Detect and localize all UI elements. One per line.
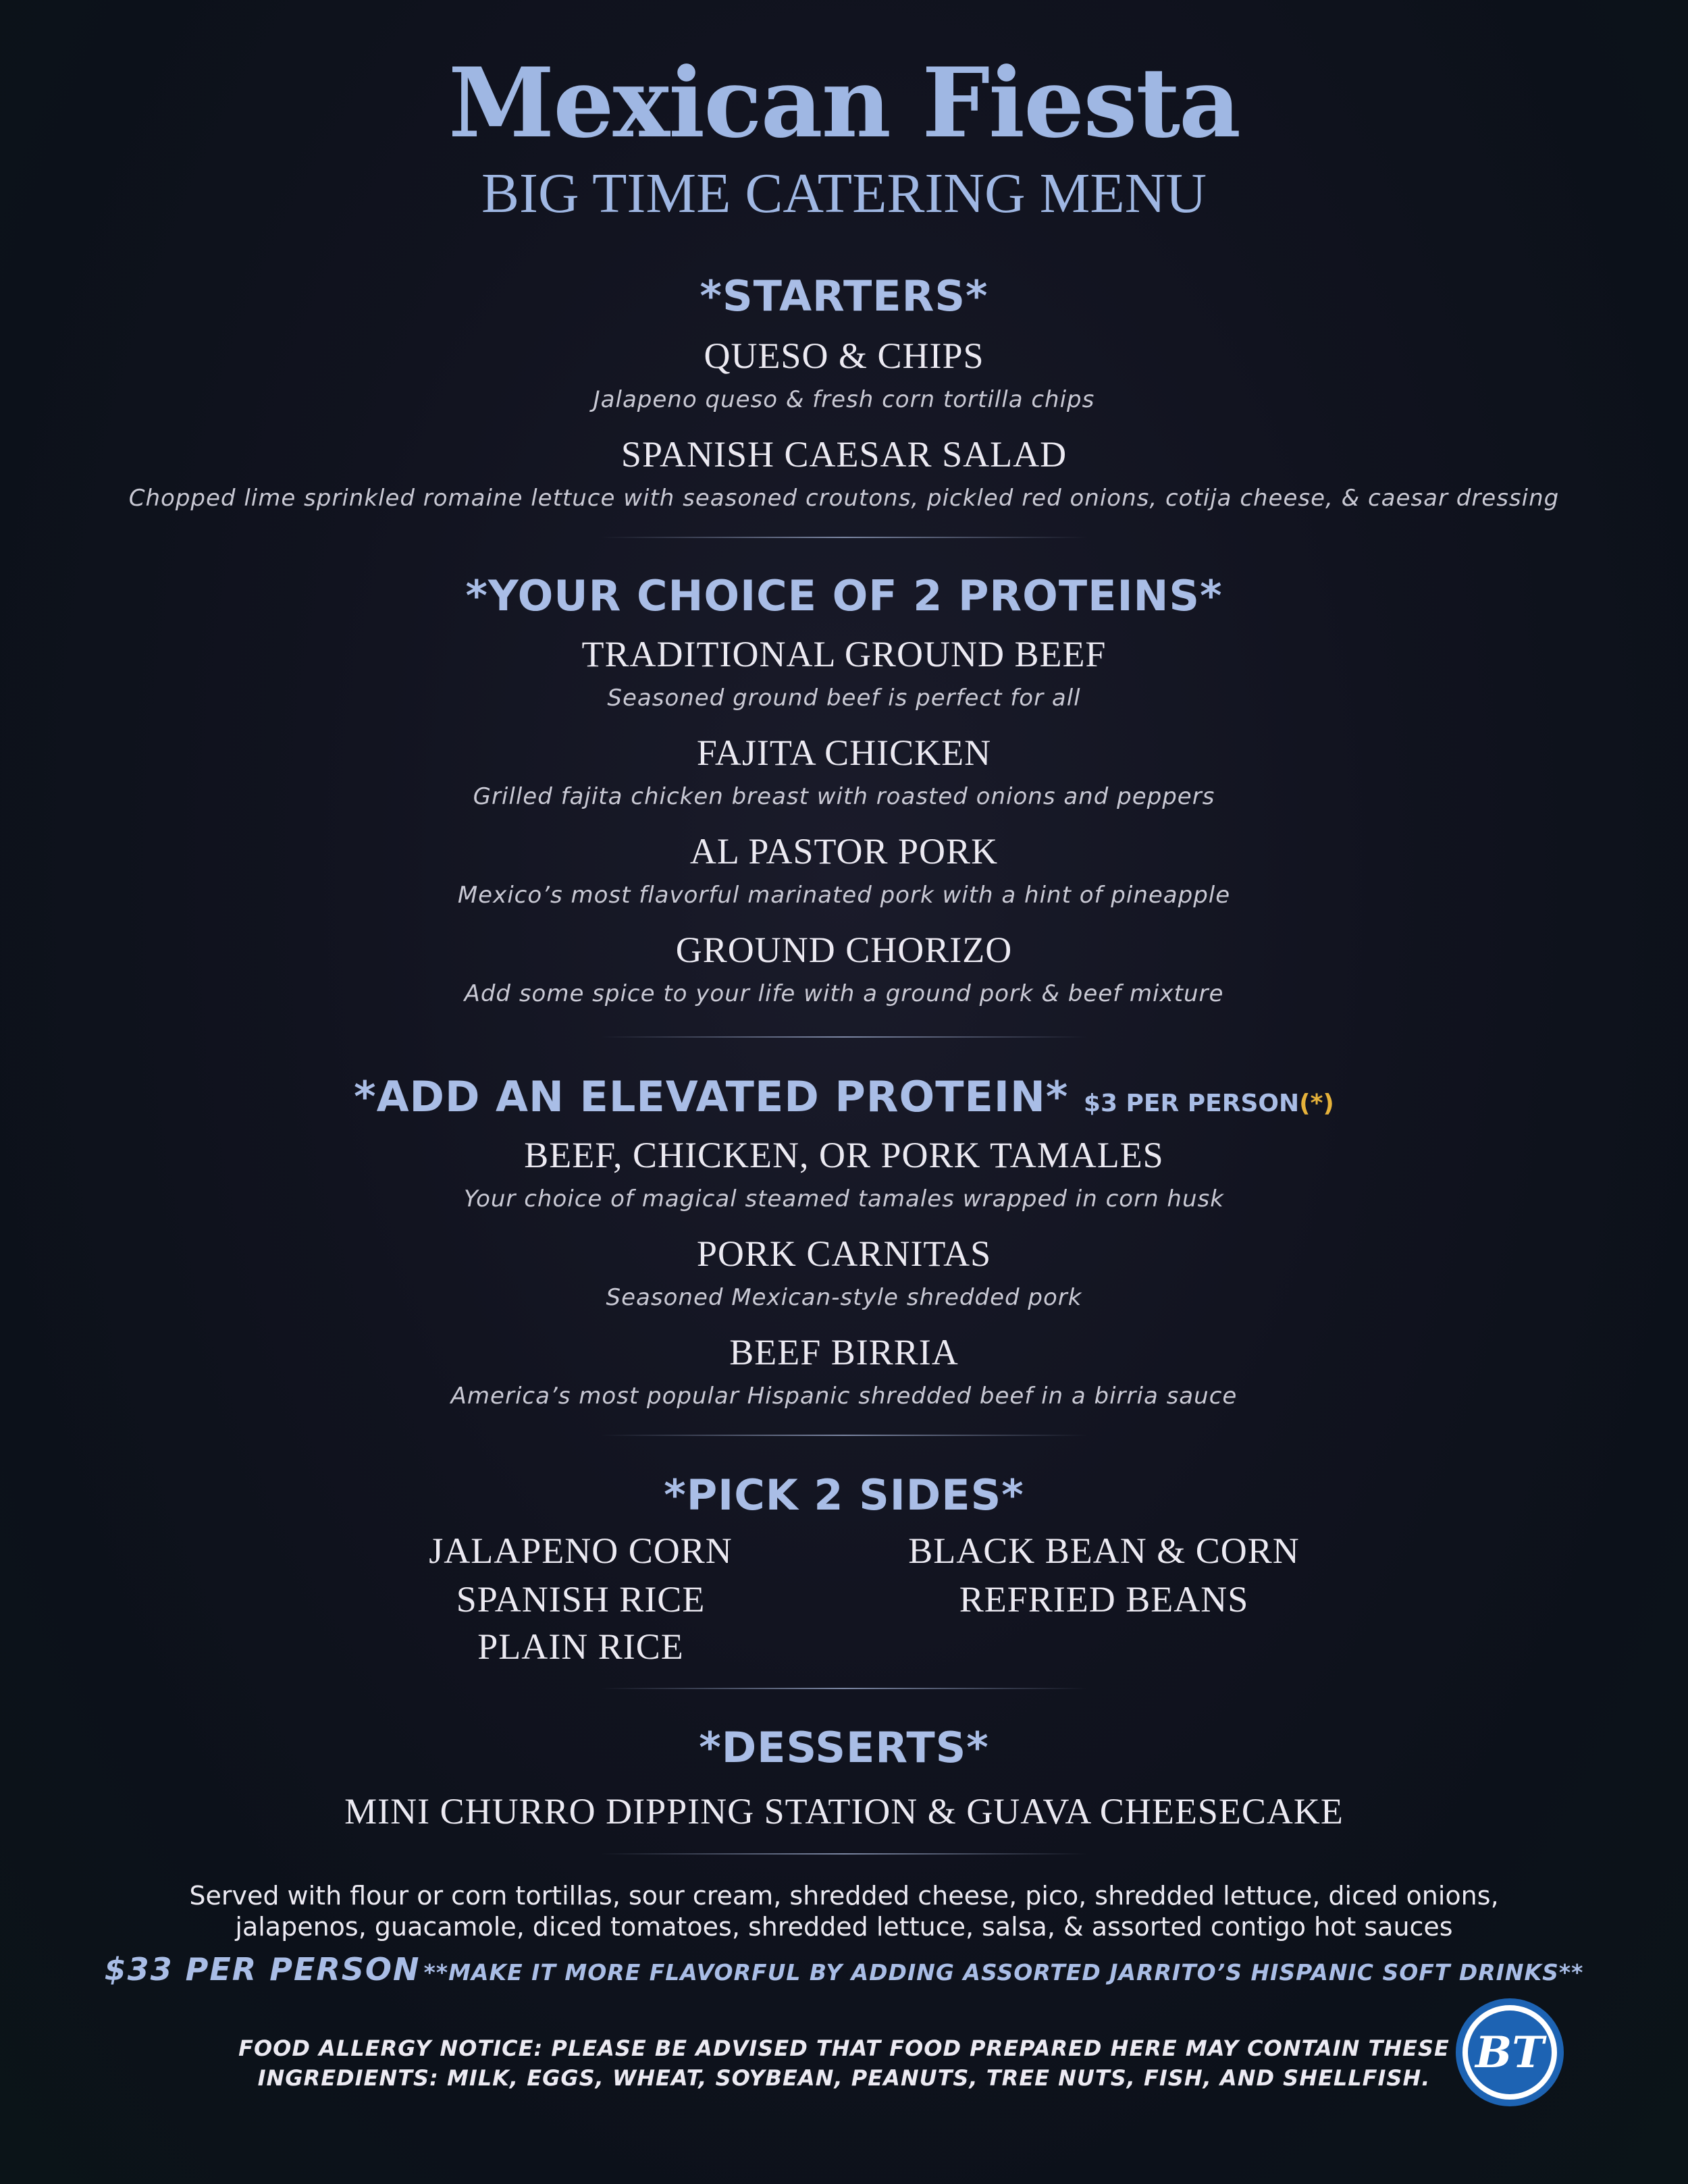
price-line [0, 1951, 1688, 1988]
bt-logo [1456, 1998, 1564, 2106]
starter-item-desc: Jalapeno queso & fresh corn tortilla chips [593, 386, 1095, 413]
served-with-line: Served with flour or corn tortillas, sour cream, shredded cheese, pico, shredded lettuce, diced onions, [189, 1881, 1499, 1911]
elevated-item-name: BEEF BIRRIA [729, 1332, 959, 1373]
elevated-heading: *ADD AN ELEVATED PROTEIN* [354, 1072, 1069, 1121]
desserts-heading: *DESSERTS* [699, 1723, 989, 1772]
allergy-line: INGREDIENTS: MILK, EGGS, WHEAT, SOYBEAN, PEANUTS, TREE NUTS, FISH, AND SHELLFISH. [257, 2065, 1431, 2091]
price-per-person: $33 PER PERSON [104, 1951, 421, 1988]
protein-item-name: FAJITA CHICKEN [696, 733, 992, 773]
menu-title: Mexican Fiesta [448, 47, 1240, 159]
starter-item-name: QUESO & CHIPS [704, 336, 984, 376]
logo-monogram: BT [1468, 2010, 1552, 2094]
drinks-note: **MAKE IT MORE FLAVORFUL BY ADDING ASSORTED JARRITO’S HISPANIC SOFT DRINKS** [423, 1959, 1584, 1986]
side-item: REFRIED BEANS [959, 1579, 1249, 1620]
allergy-notice [0, 2033, 1688, 2093]
elevated-item-name: PORK CARNITAS [696, 1233, 992, 1274]
starters-heading: *STARTERS* [700, 271, 988, 321]
section-divider [601, 1688, 1087, 1689]
allergy-line: FOOD ALLERGY NOTICE: PLEASE BE ADVISED THAT FOOD PREPARED HERE MAY CONTAIN THESE [238, 2035, 1450, 2061]
protein-item-desc: Add some spice to your life with a ground pork & beef mixture [464, 980, 1224, 1007]
elevated-heading-row [0, 1072, 1688, 1121]
protein-item-name: AL PASTOR PORK [689, 831, 999, 872]
dessert-item: MINI CHURRO DIPPING STATION & GUAVA CHEESECAKE [344, 1791, 1344, 1832]
side-item: SPANISH RICE [456, 1579, 706, 1620]
elevated-item-name: BEEF, CHICKEN, OR PORK TAMALES [524, 1135, 1164, 1175]
protein-item-desc: Seasoned ground beef is perfect for all [607, 685, 1081, 712]
section-divider [601, 1435, 1087, 1436]
section-divider [601, 537, 1087, 538]
section-divider [601, 1853, 1087, 1855]
menu-subtitle: BIG TIME CATERING MENU [481, 162, 1207, 225]
elevated-item-desc: Seasoned Mexican-style shredded pork [606, 1284, 1082, 1311]
side-item: PLAIN RICE [477, 1626, 684, 1667]
side-item: BLACK BEAN & CORN [908, 1530, 1300, 1571]
side-item: JALAPENO CORN [429, 1530, 733, 1571]
section-divider [601, 1036, 1087, 1038]
starter-item-desc: Chopped lime sprinkled romaine lettuce with seasoned croutons, pickled red onions, cotija cheese, & caesar dressing [128, 485, 1560, 512]
elevated-item-desc: Your choice of magical steamed tamales wrapped in corn husk [464, 1186, 1224, 1213]
protein-item-name: TRADITIONAL GROUND BEEF [581, 634, 1107, 674]
elevated-price-mark: (*) [1299, 1090, 1334, 1117]
protein-item-desc: Mexico’s most flavorful marinated pork with a hint of pineapple [457, 882, 1231, 909]
elevated-price-text: $3 PER PERSON [1083, 1090, 1300, 1117]
proteins-heading: *YOUR CHOICE OF 2 PROTEINS* [465, 571, 1223, 620]
starter-item-name: SPANISH CAESAR SALAD [621, 434, 1067, 475]
elevated-price [1084, 1090, 1334, 1117]
protein-item-name: GROUND CHORIZO [675, 930, 1013, 970]
elevated-item-desc: America’s most popular Hispanic shredded beef in a birria sauce [450, 1383, 1238, 1410]
served-with-line: jalapenos, guacamole, diced tomatoes, shredded lettuce, salsa, & assorted contigo hot sauces [235, 1912, 1453, 1942]
protein-item-desc: Grilled fajita chicken breast with roasted onions and peppers [473, 783, 1215, 810]
sides-heading: *PICK 2 SIDES* [664, 1470, 1024, 1520]
